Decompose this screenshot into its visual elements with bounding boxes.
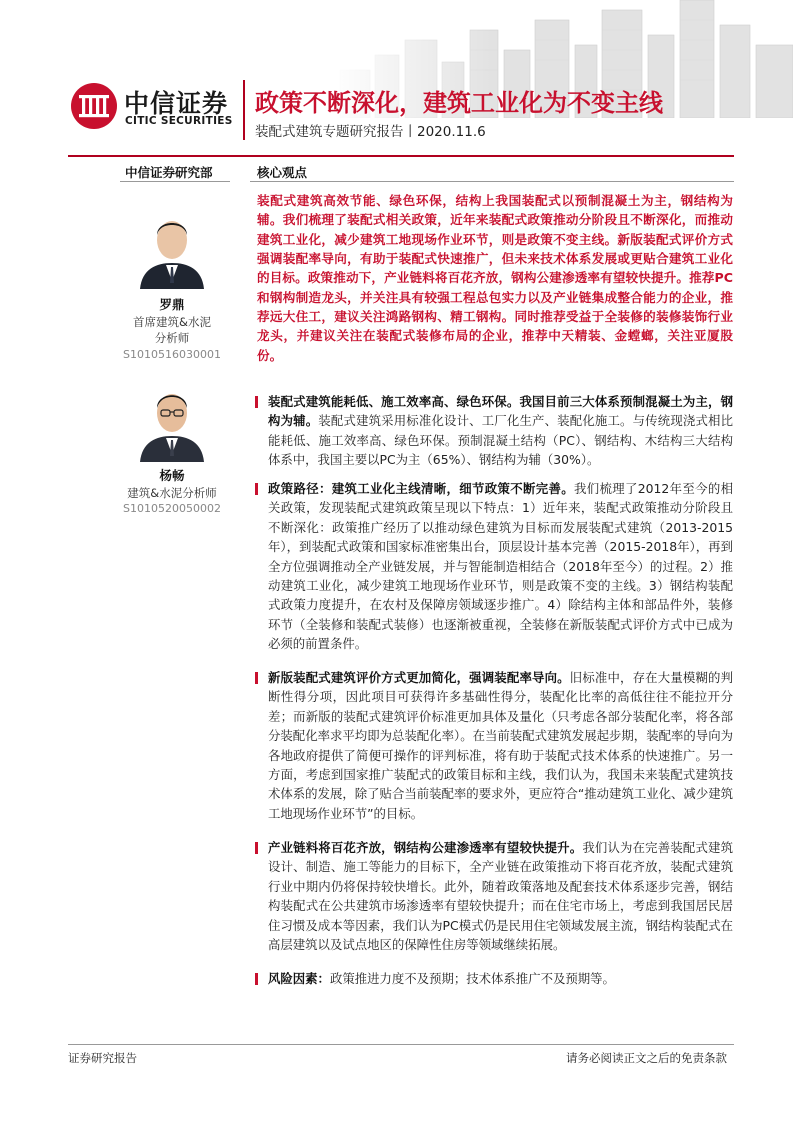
footer-rule — [68, 1044, 734, 1045]
bullet-body: 我们认为在完善装配式建筑设计、制造、施工等能力的目标下，全产业链在政策推动下将百花齐放，装配式建筑行业中期内仍将保持较快增长。此外，随着政策落地及配套技术体系逐步完善，钢结构装配式在公共建筑市场渗透率有望较快提升；而在住宅市场上，考虑到我国居民居住习惯及成本等因素，我们认为PC模式仍是民用住宅领域发展主流，钢结构装配式在高层建筑以及试点地区的保障性住房等领域继续拓展。 — [268, 840, 734, 953]
bullet-marker — [255, 973, 258, 985]
bullet-marker — [255, 483, 258, 495]
bullet-lead: 产业链料将百花齐放，钢结构公建渗透率有望较快提升。 — [268, 840, 583, 855]
bullet-marker — [255, 842, 258, 854]
footer-report-type: 证券研究报告 — [68, 1051, 137, 1065]
analyst-card — [112, 297, 232, 363]
bullet-body: 装配式建筑采用标准化设计、工厂化生产、装配化施工。与传统现浇式相比能耗低、施工效率高、绿色环保。预制混凝土结构（PC）、钢结构、木结构三大结构体系中，我国主要以PC为主（65%）、钢结构为辅（30%）。 — [268, 413, 734, 468]
bullet-point — [257, 668, 733, 823]
bullet-lead: 风险因素： — [268, 971, 330, 986]
header-divider — [243, 80, 245, 140]
bullet-marker — [255, 396, 258, 408]
bullet-point — [257, 479, 733, 654]
section-rule — [120, 181, 734, 182]
bullet-body: 政策推进力度不及预期；技术体系推广不及预期等。 — [329, 971, 615, 986]
analyst-cert: S1010520050002 — [123, 502, 221, 515]
department-label: 中信证券研究部 — [125, 165, 213, 180]
citic-emblem-icon — [70, 82, 118, 130]
analyst-cert: S1010516030001 — [123, 347, 221, 361]
summary-paragraph: 装配式建筑高效节能、绿色环保，结构上我国装配式以预制混凝土为主，钢结构为辅。我们梳理了装配式相关政策，近年来装配式政策推动分阶段且不断深化，而推动建筑工业化，减少建筑工地现场作业环节，则是政策不变主线。新版装配式评价方式强调装配率导向，有助于装配式快速推广，但未来技术体系发展或更贴合建筑工业化的目标。政策推动下，产业链料将百花齐放，钢构公建渗透率有望较快提升。推荐PC和钢构制造龙头，并关注具有较强工程总包实力以及产业链集成整合能力的企业，推荐远大住工，建议关注鸿路钢构、精工钢构。同时推荐受益于全装修的装修装饰行业龙头，并建议关注在装配式装修布局的企业，推荐中天精装、金螳螂，关注亚厦股份。 — [257, 193, 733, 363]
footer-disclaimer: 请务必阅读正文之后的免责条款 — [566, 1051, 727, 1065]
bullet-lead: 政策路径：建筑工业化主线清晰，细节政策不断完善。 — [268, 481, 574, 496]
brand-name-cn: 中信证券 — [124, 89, 229, 118]
bullet-marker — [255, 672, 258, 684]
analyst-role: 分析师 — [154, 331, 190, 345]
analyst-title: 首席建筑&水泥 — [133, 314, 211, 329]
analyst-name: 罗鼎 — [159, 297, 185, 312]
section-title: 核心观点 — [257, 165, 308, 180]
brand-name-en: CITIC SECURITIES — [125, 115, 233, 127]
analyst-name: 杨畅 — [159, 468, 185, 483]
bullet-lead: 装配式建筑能耗低、施工效率高、绿色环保。我国目前三大体系预制混凝土为主，钢构为辅。 — [268, 394, 733, 429]
bullet-body: 我们梳理了2012年至今的相关政策，发现装配式建筑政策呈现以下特点：1）近年来，装配式政策推动分阶段且不断深化：政策推广经历了以推动绿色建筑为目标而发展装配式建筑（2013-2015年），到装配式政策和国家标准密集出台，顶层设计基本完善（2015-2018年），再到全方位强调推动全产业链发展，并与智能制造相结合（2018年至今）的过程。2）推动建筑工业化，减少建筑工地现场作业环节，则是政策不变的主线。3）钢结构装配式政策力度提升，在农村及保障房领域逐步推广。4）除结构主体和部品件外，装修环节（全装修和装配式装修）也逐渐被重视，全装修在新版装配式评价方式中已成为必须的前置条件。 — [268, 481, 733, 652]
bullet-point — [257, 969, 733, 988]
analyst-card — [112, 468, 232, 518]
analyst-photo — [130, 378, 214, 462]
report-title: 政策不断深化，建筑工业化为不变主线 — [255, 89, 663, 117]
citic-logo — [70, 82, 260, 134]
header-rule — [68, 155, 734, 157]
bullet-point — [257, 392, 733, 470]
analyst-title: 建筑&水泥分析师 — [127, 485, 217, 500]
bullet-body: 旧标准中，存在大量模糊的判断性得分项，因此项目可获得许多基础性得分，装配化比率的高低往往不能拉开分差；而新版的装配式建筑评价标准更加具体及量化（只考虑各部分装配化率，将各部分装配化率求平均即为总装配化率）。在当前装配式建筑发展起步期，装配率的导向为各地政府提供了简便可操作的评判标准，将有助于装配式技术体系的快速推广。另一方面，考虑到国家推广装配式的政策目标和主线，我们认为，我国未来装配式建筑技术体系的发展，除了贴合当前装配率的要求外，更应符合“推动建筑工业化、减少建筑工地现场作业环节”的目标。 — [268, 670, 734, 821]
bullet-point — [257, 838, 733, 954]
report-subtitle: 装配式建筑专题研究报告丨2020.11.6 — [255, 124, 486, 140]
bullet-lead: 新版装配式建筑评价方式更加简化，强调装配率导向。 — [268, 670, 570, 685]
analyst-photo — [130, 205, 214, 289]
